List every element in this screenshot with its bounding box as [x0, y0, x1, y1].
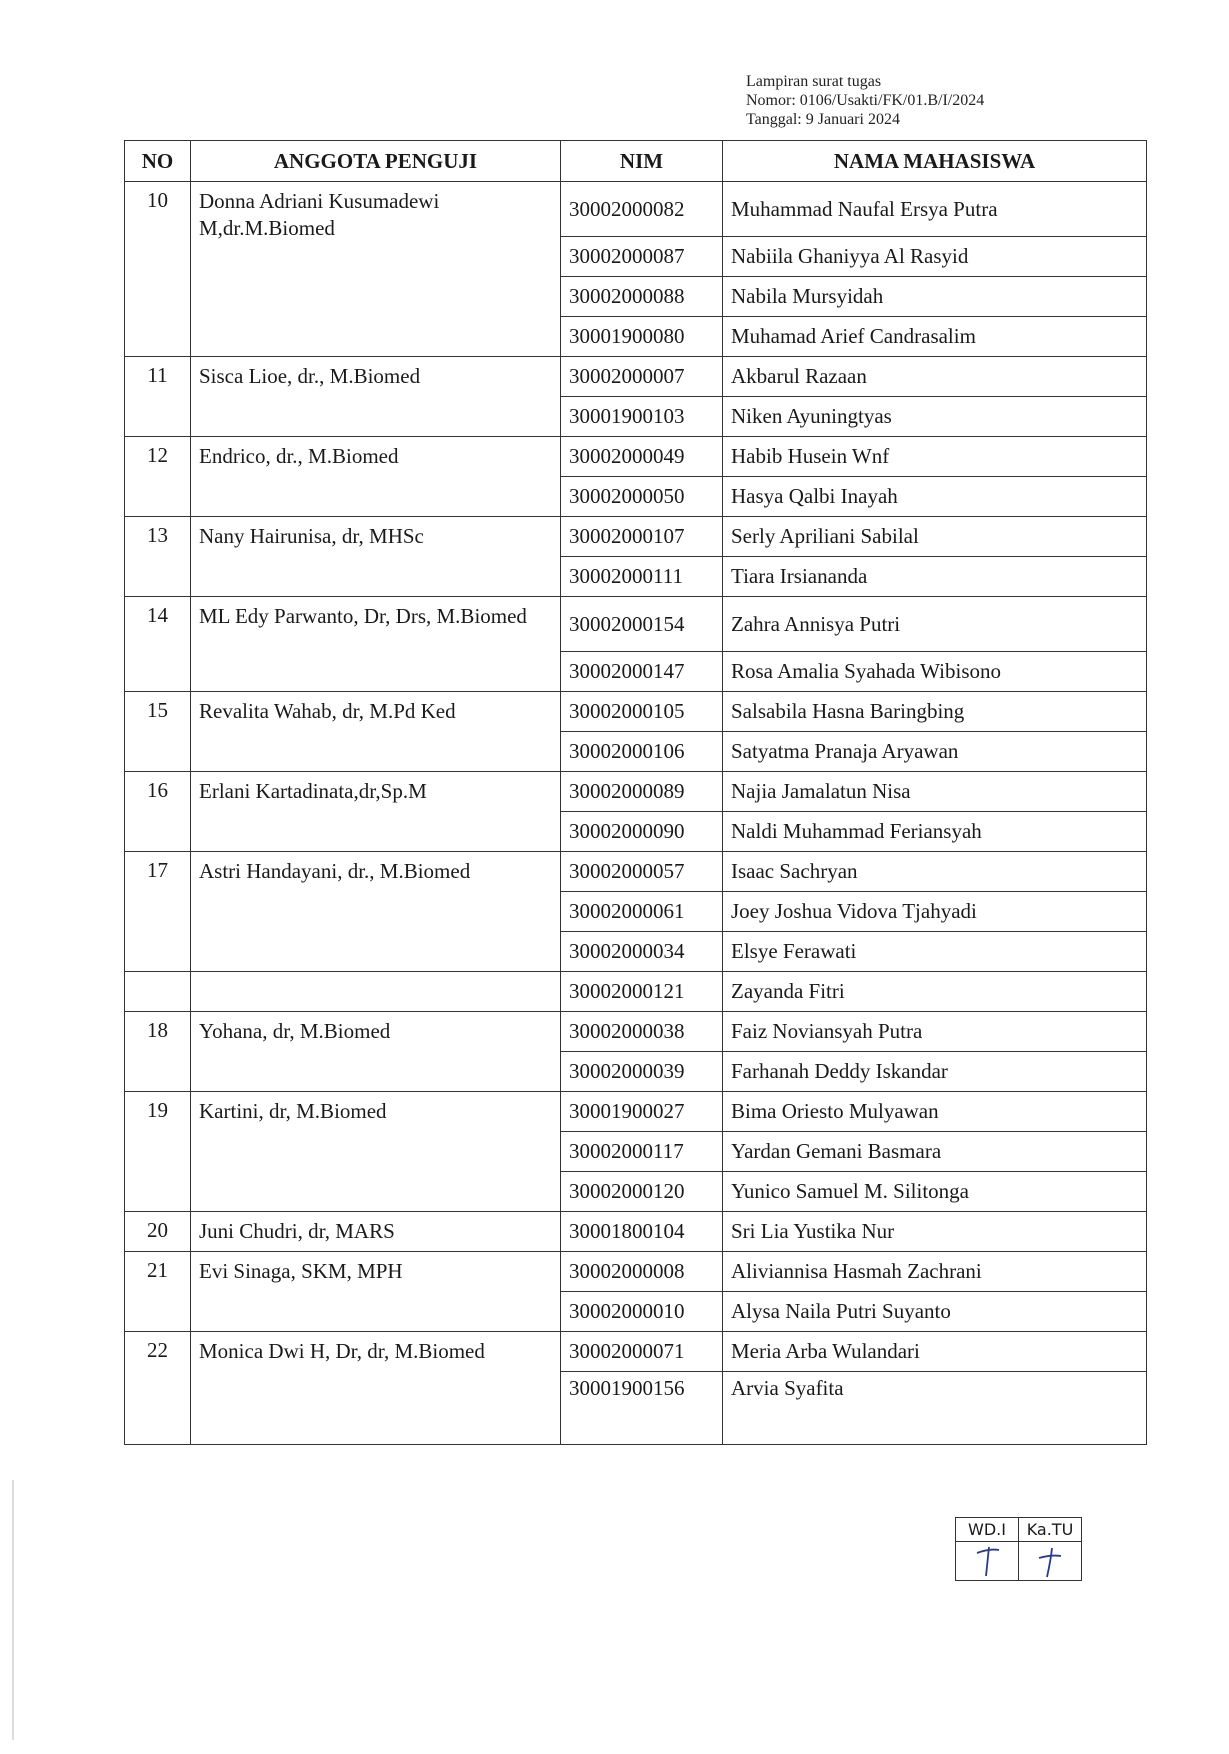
- student-nim: 30002000154: [561, 597, 723, 652]
- student-name: Nabiila Ghaniyya Al Rasyid: [723, 237, 1147, 277]
- initial-wd1-signature: [956, 1542, 1019, 1581]
- student-name: Faiz Noviansyah Putra: [723, 1012, 1147, 1052]
- student-nim: 30002000088: [561, 277, 723, 317]
- table-row: [125, 772, 1147, 812]
- table-row: [125, 1092, 1147, 1132]
- student-nim: 30002000057: [561, 852, 723, 892]
- student-name: Sri Lia Yustika Nur: [723, 1212, 1147, 1252]
- student-nim: 30002000105: [561, 692, 723, 732]
- student-nim: 30001900027: [561, 1092, 723, 1132]
- student-nim: 30002000147: [561, 652, 723, 692]
- table-row: [125, 1212, 1147, 1252]
- table-row: [125, 852, 1147, 892]
- student-name: Yunico Samuel M. Silitonga: [723, 1172, 1147, 1212]
- student-nim: 30001900080: [561, 317, 723, 357]
- examiner-table: [124, 140, 1147, 1445]
- initials-label-katu: Ka.TU: [1019, 1518, 1082, 1542]
- student-name: Habib Husein Wnf: [723, 437, 1147, 477]
- attachment-title: Lampiran surat tugas: [746, 73, 882, 90]
- examiner-name: Evi Sinaga, SKM, MPH: [191, 1252, 561, 1332]
- row-number: 20: [125, 1212, 191, 1252]
- row-number: 22: [125, 1332, 191, 1445]
- row-number: 19: [125, 1092, 191, 1212]
- table-row: [125, 692, 1147, 732]
- student-nim: 30001800104: [561, 1212, 723, 1252]
- student-nim: 30002000061: [561, 892, 723, 932]
- student-name: Meria Arba Wulandari: [723, 1332, 1147, 1372]
- student-name: Hasya Qalbi Inayah: [723, 477, 1147, 517]
- examiner-name: Kartini, dr, M.Biomed: [191, 1092, 561, 1212]
- student-nim: 30001900156: [561, 1372, 723, 1445]
- student-nim: 30002000034: [561, 932, 723, 972]
- student-nim: 30002000106: [561, 732, 723, 772]
- student-nim: 30002000120: [561, 1172, 723, 1212]
- table-body: [125, 182, 1147, 1445]
- student-name: Nabila Mursyidah: [723, 277, 1147, 317]
- student-name: Zahra Annisya Putri: [723, 597, 1147, 652]
- student-name: Isaac Sachryan: [723, 852, 1147, 892]
- scan-edge: [12, 1480, 14, 1740]
- header-nim: NIM: [561, 141, 723, 182]
- table-row: [125, 517, 1147, 557]
- student-nim: 30002000090: [561, 812, 723, 852]
- row-number: [125, 972, 191, 1012]
- examiner-name: Astri Handayani, dr., M.Biomed: [191, 852, 561, 972]
- student-name: Muhamad Arief Candrasalim: [723, 317, 1147, 357]
- examiner-name: Endrico, dr., M.Biomed: [191, 437, 561, 517]
- initial-katu-signature: [1019, 1542, 1082, 1581]
- student-nim: 30002000117: [561, 1132, 723, 1172]
- student-nim: 30002000007: [561, 357, 723, 397]
- attachment-note: [746, 72, 984, 129]
- table-row: [125, 1332, 1147, 1372]
- examiner-name: Nany Hairunisa, dr, MHSc: [191, 517, 561, 597]
- student-name: Najia Jamalatun Nisa: [723, 772, 1147, 812]
- table-row: [125, 597, 1147, 652]
- header-examiner: ANGGOTA PENGUJI: [191, 141, 561, 182]
- row-number: 14: [125, 597, 191, 692]
- row-number: 13: [125, 517, 191, 597]
- student-nim: 30002000038: [561, 1012, 723, 1052]
- table-row: [125, 182, 1147, 237]
- student-name: Salsabila Hasna Baringbing: [723, 692, 1147, 732]
- examiner-name: Yohana, dr, M.Biomed: [191, 1012, 561, 1092]
- row-number: 12: [125, 437, 191, 517]
- student-nim: 30002000087: [561, 237, 723, 277]
- student-name: Muhammad Naufal Ersya Putra: [723, 182, 1147, 237]
- examiner-name: ML Edy Parwanto, Dr, Drs, M.Biomed: [191, 597, 561, 692]
- student-name: Serly Apriliani Sabilal: [723, 517, 1147, 557]
- student-name: Aliviannisa Hasmah Zachrani: [723, 1252, 1147, 1292]
- student-name: Arvia Syafita: [723, 1372, 1147, 1445]
- student-name: Elsye Ferawati: [723, 932, 1147, 972]
- student-name: Rosa Amalia Syahada Wibisono: [723, 652, 1147, 692]
- examiner-name: Erlani Kartadinata,dr,Sp.M: [191, 772, 561, 852]
- row-number: 15: [125, 692, 191, 772]
- student-name: Niken Ayuningtyas: [723, 397, 1147, 437]
- student-name: Yardan Gemani Basmara: [723, 1132, 1147, 1172]
- student-name: Satyatma Pranaja Aryawan: [723, 732, 1147, 772]
- student-nim: 30002000010: [561, 1292, 723, 1332]
- student-name: Alysa Naila Putri Suyanto: [723, 1292, 1147, 1332]
- student-nim: 30002000049: [561, 437, 723, 477]
- examiner-name: Monica Dwi H, Dr, dr, M.Biomed: [191, 1332, 561, 1445]
- student-name: Zayanda Fitri: [723, 972, 1147, 1012]
- header-student: NAMA MAHASISWA: [723, 141, 1147, 182]
- student-nim: 30002000111: [561, 557, 723, 597]
- table-row: [125, 357, 1147, 397]
- student-name: Bima Oriesto Mulyawan: [723, 1092, 1147, 1132]
- table-header-row: [125, 141, 1147, 182]
- student-nim: 30002000121: [561, 972, 723, 1012]
- student-nim: 30002000107: [561, 517, 723, 557]
- examiner-name: Sisca Lioe, dr., M.Biomed: [191, 357, 561, 437]
- student-name: Farhanah Deddy Iskandar: [723, 1052, 1147, 1092]
- student-nim: 30002000089: [561, 772, 723, 812]
- table-row: [125, 1012, 1147, 1052]
- examiner-name: Donna Adriani Kusumadewi M,dr.M.Biomed: [191, 182, 561, 357]
- table-row: [125, 437, 1147, 477]
- letter-date: Tanggal: 9 Januari 2024: [746, 111, 900, 128]
- student-name: Joey Joshua Vidova Tjahyadi: [723, 892, 1147, 932]
- student-nim: 30001900103: [561, 397, 723, 437]
- table-row: [125, 972, 1147, 1012]
- student-nim: 30002000008: [561, 1252, 723, 1292]
- student-nim: 30002000039: [561, 1052, 723, 1092]
- initials-label-wd1: WD.I: [956, 1518, 1019, 1542]
- initials-box: [955, 1517, 1082, 1581]
- examiner-name: [191, 972, 561, 1012]
- row-number: 11: [125, 357, 191, 437]
- letter-number: Nomor: 0106/Usakti/FK/01.B/I/2024: [746, 92, 985, 109]
- row-number: 16: [125, 772, 191, 852]
- examiner-name: Juni Chudri, dr, MARS: [191, 1212, 561, 1252]
- row-number: 17: [125, 852, 191, 972]
- table-row: [125, 1252, 1147, 1292]
- student-name: Tiara Irsiananda: [723, 557, 1147, 597]
- student-name: Naldi Muhammad Feriansyah: [723, 812, 1147, 852]
- student-nim: 30002000050: [561, 477, 723, 517]
- student-nim: 30002000082: [561, 182, 723, 237]
- student-nim: 30002000071: [561, 1332, 723, 1372]
- row-number: 21: [125, 1252, 191, 1332]
- header-no: NO: [125, 141, 191, 182]
- row-number: 18: [125, 1012, 191, 1092]
- row-number: 10: [125, 182, 191, 357]
- student-name: Akbarul Razaan: [723, 357, 1147, 397]
- examiner-name: Revalita Wahab, dr, M.Pd Ked: [191, 692, 561, 772]
